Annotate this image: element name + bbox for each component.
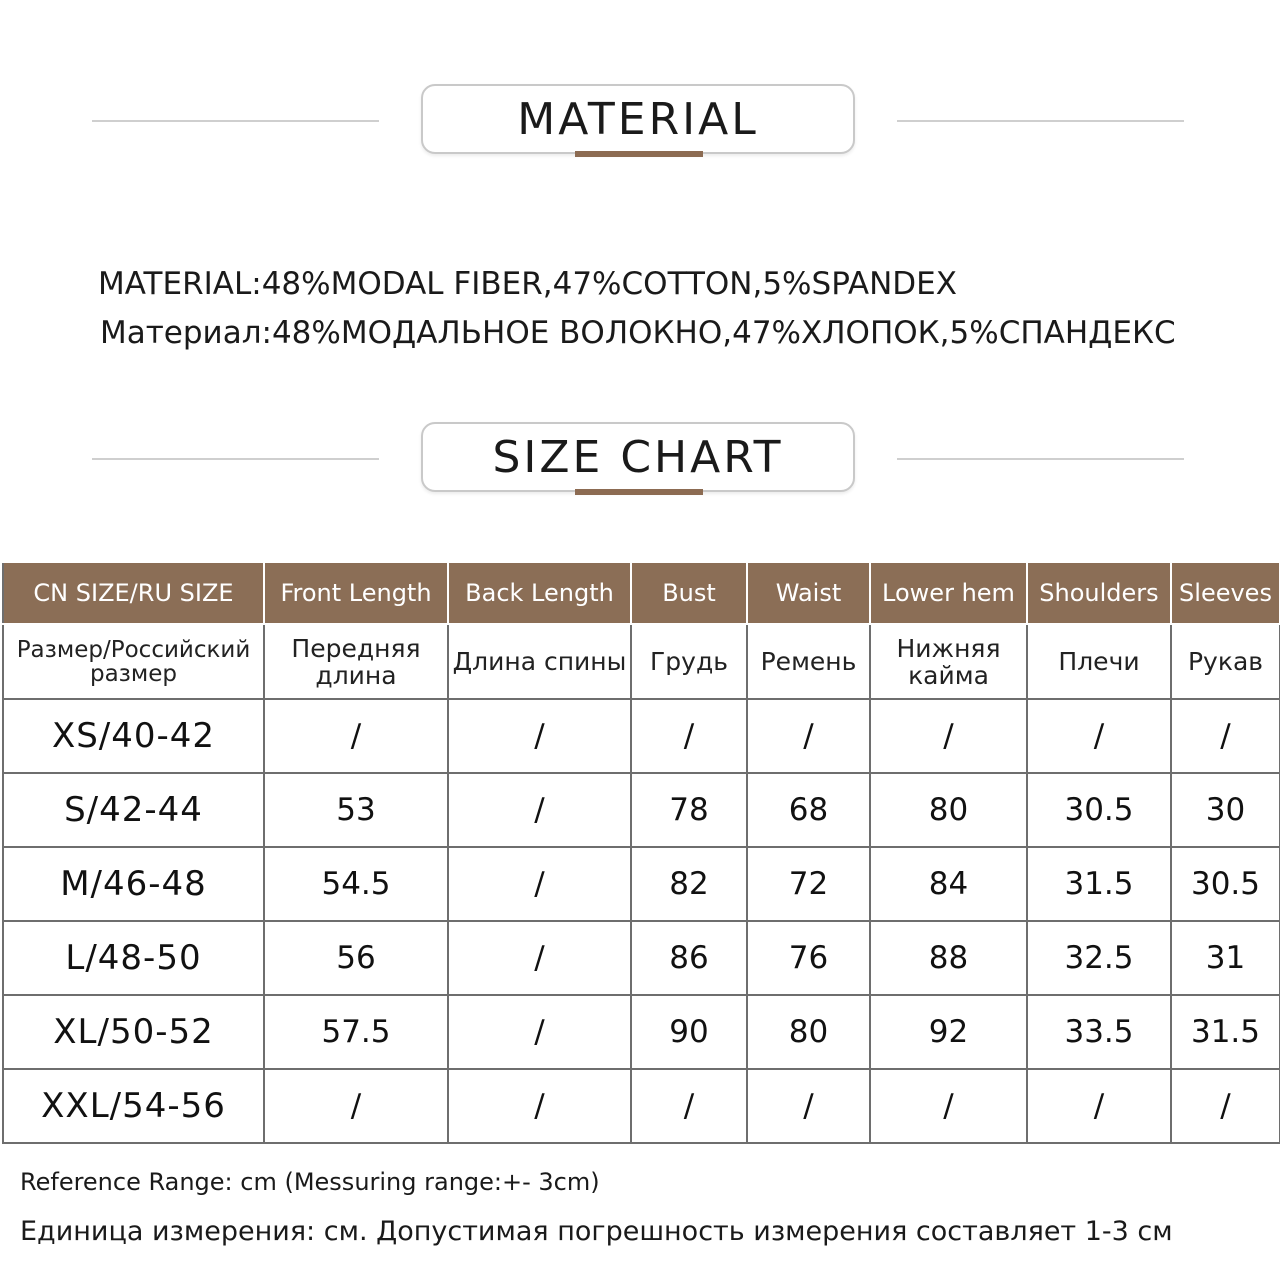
- header-cell: Waist: [747, 562, 870, 624]
- table-cell: /: [870, 699, 1027, 773]
- table-cell: /: [747, 1069, 870, 1143]
- header-cell: Bust: [631, 562, 747, 624]
- table-cell: 57.5: [264, 995, 448, 1069]
- table-cell: /: [1171, 699, 1280, 773]
- table-cell: 80: [747, 995, 870, 1069]
- header-cell: Размер/Российский размер: [3, 624, 264, 699]
- table-cell: 92: [870, 995, 1027, 1069]
- table-cell: /: [1027, 699, 1171, 773]
- table-cell: 72: [747, 847, 870, 921]
- table-cell: /: [1027, 1069, 1171, 1143]
- table-cell: 84: [870, 847, 1027, 921]
- table-cell: /: [448, 773, 631, 847]
- table-cell: /: [870, 1069, 1027, 1143]
- header-cell: Ремень: [747, 624, 870, 699]
- material-label: MATERIAL:: [98, 266, 262, 302]
- header-cell: Плечи: [1027, 624, 1171, 699]
- table-cell: 68: [747, 773, 870, 847]
- table-cell: /: [448, 995, 631, 1069]
- material-heading: [0, 84, 1280, 164]
- size-cell: M/46-48: [3, 847, 264, 921]
- table-cell: 30.5: [1027, 773, 1171, 847]
- table-header-ru: [3, 624, 1280, 699]
- table-row: [3, 847, 1280, 921]
- header-cell: Front Length: [264, 562, 448, 624]
- size-cell: S/42-44: [3, 773, 264, 847]
- table-cell: /: [448, 921, 631, 995]
- table-cell: 56: [264, 921, 448, 995]
- divider-line: [897, 458, 1184, 460]
- table-cell: 31.5: [1171, 995, 1280, 1069]
- table-cell: /: [631, 699, 747, 773]
- table-cell: 88: [870, 921, 1027, 995]
- section-title: MATERIAL: [517, 94, 759, 145]
- header-cell: Lower hem: [870, 562, 1027, 624]
- header-cell: Shoulders: [1027, 562, 1171, 624]
- table-cell: /: [1171, 1069, 1280, 1143]
- table-cell: 30.5: [1171, 847, 1280, 921]
- size-table: [2, 561, 1280, 1144]
- table-row: [3, 773, 1280, 847]
- material-value: 48%МОДАЛЬНОЕ ВОЛОКНО,47%ХЛОПОК,5%СПАНДЕКС: [271, 315, 1176, 351]
- accent-bar: [575, 151, 703, 157]
- table-header-en: [3, 562, 1280, 624]
- table-cell: 86: [631, 921, 747, 995]
- table-cell: 53: [264, 773, 448, 847]
- header-cell: Нижняя кайма: [870, 624, 1027, 699]
- table-cell: 31.5: [1027, 847, 1171, 921]
- table-cell: /: [631, 1069, 747, 1143]
- heading-badge: [421, 422, 855, 492]
- header-cell: CN SIZE/RU SIZE: [3, 562, 264, 624]
- table-row: [3, 921, 1280, 995]
- table-cell: 78: [631, 773, 747, 847]
- size-cell: XL/50-52: [3, 995, 264, 1069]
- table-cell: 80: [870, 773, 1027, 847]
- table-cell: 33.5: [1027, 995, 1171, 1069]
- table-row: [3, 1069, 1280, 1143]
- table-cell: /: [448, 1069, 631, 1143]
- table-cell: 54.5: [264, 847, 448, 921]
- material-value: 48%MODAL FIBER,47%COTTON,5%SPANDEX: [261, 266, 957, 302]
- size-cell: XS/40-42: [3, 699, 264, 773]
- table-row: [3, 699, 1280, 773]
- header-cell: Sleeves: [1171, 562, 1280, 624]
- size-chart-heading: [0, 422, 1280, 502]
- table-cell: /: [747, 699, 870, 773]
- divider-line: [897, 120, 1184, 122]
- size-cell: L/48-50: [3, 921, 264, 995]
- header-cell: Передняя длина: [264, 624, 448, 699]
- divider-line: [92, 120, 379, 122]
- note-en: Reference Range: cm (Messuring range:+- 3cm): [20, 1168, 600, 1196]
- note-ru: Единица измерения: см. Допустимая погрешность измерения составляет 1-3 см: [20, 1216, 1173, 1247]
- material-line-en: [98, 266, 957, 302]
- table-cell: 76: [747, 921, 870, 995]
- size-cell: XXL/54-56: [3, 1069, 264, 1143]
- table-cell: /: [448, 847, 631, 921]
- divider-line: [92, 458, 379, 460]
- material-label: Материал:: [100, 315, 272, 351]
- table-cell: /: [264, 699, 448, 773]
- material-line-ru: [100, 315, 1176, 351]
- header-cell: Длина спины: [448, 624, 631, 699]
- table-cell: 31: [1171, 921, 1280, 995]
- table-cell: 32.5: [1027, 921, 1171, 995]
- section-title: SIZE CHART: [492, 432, 784, 483]
- table-cell: 90: [631, 995, 747, 1069]
- header-cell: Рукав: [1171, 624, 1280, 699]
- heading-badge: [421, 84, 855, 154]
- accent-bar: [575, 489, 703, 495]
- table-row: [3, 995, 1280, 1069]
- header-cell: Грудь: [631, 624, 747, 699]
- table-cell: 82: [631, 847, 747, 921]
- header-cell: Back Length: [448, 562, 631, 624]
- table-cell: /: [264, 1069, 448, 1143]
- table-cell: 30: [1171, 773, 1280, 847]
- table-cell: /: [448, 699, 631, 773]
